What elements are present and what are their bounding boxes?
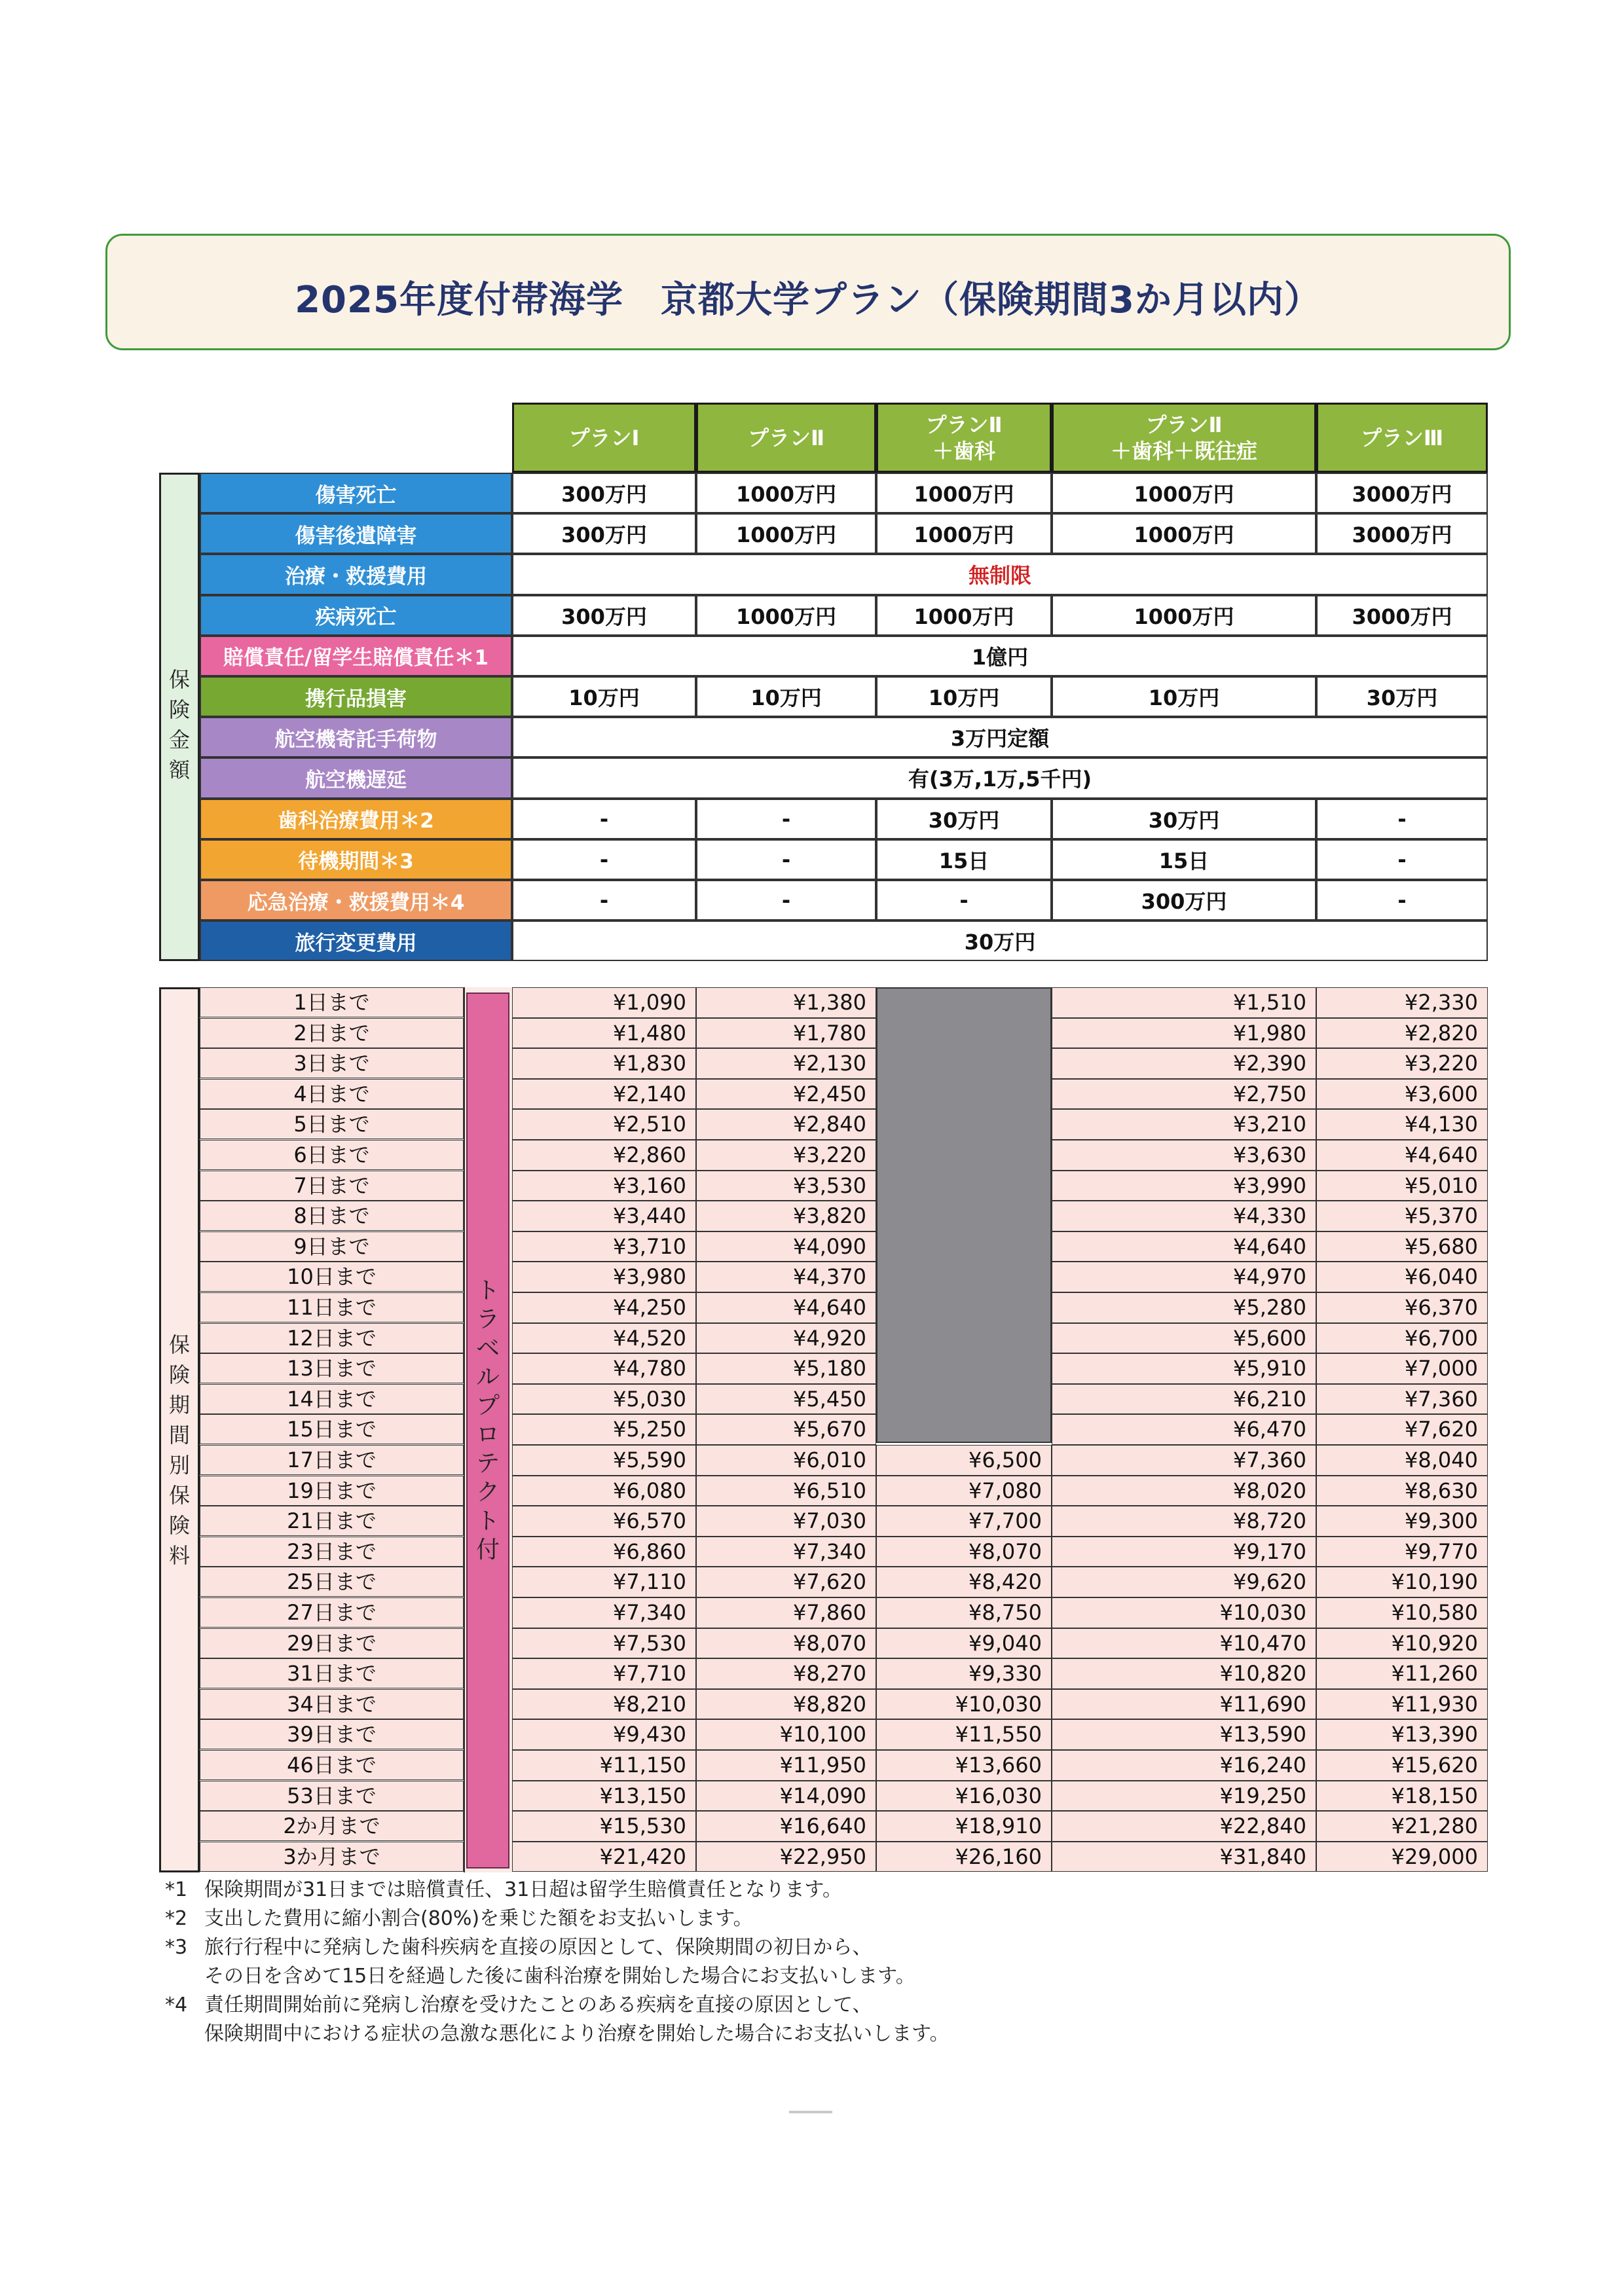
premium-value: ¥15,530 <box>512 1811 696 1842</box>
premium-value: ¥5,600 <box>1052 1323 1316 1354</box>
premium-value: ¥9,330 <box>876 1658 1052 1689</box>
premium-period: 29日まで <box>200 1628 464 1658</box>
premium-value: ¥5,670 <box>696 1414 876 1445</box>
premium-value: ¥9,430 <box>512 1719 696 1750</box>
premium-value: ¥1,980 <box>1052 1018 1316 1049</box>
coverage-label: 賠償責任/留学生賠償責任＊1 <box>200 636 512 676</box>
plan-header-line: プランⅠ <box>568 425 640 450</box>
premium-value: ¥3,530 <box>696 1171 876 1201</box>
coverage-value: 10万円 <box>512 676 696 717</box>
premium-period: 27日まで <box>200 1597 464 1628</box>
coverage-value: 3000万円 <box>1316 595 1488 636</box>
premium-value: ¥18,150 <box>1316 1781 1488 1812</box>
premium-value: ¥1,830 <box>512 1048 696 1079</box>
premium-value: ¥3,440 <box>512 1201 696 1231</box>
premium-value: ¥14,090 <box>696 1781 876 1812</box>
premium-value: ¥7,000 <box>1316 1353 1488 1384</box>
footnote-line <box>165 1876 950 1904</box>
coverage-label: 待機期間＊3 <box>200 839 512 880</box>
premium-value: ¥5,450 <box>696 1384 876 1415</box>
premium-value: ¥5,250 <box>512 1414 696 1445</box>
premium-value: ¥10,100 <box>696 1719 876 1750</box>
premium-value: ¥4,250 <box>512 1292 696 1323</box>
coverage-value: - <box>696 839 876 880</box>
premium-value: ¥21,280 <box>1316 1811 1488 1842</box>
premium-value: ¥2,750 <box>1052 1079 1316 1110</box>
premium-value: ¥1,380 <box>696 987 876 1018</box>
premium-value: ¥8,750 <box>876 1597 1052 1628</box>
premium-value: ¥3,220 <box>1316 1048 1488 1079</box>
premium-value: ¥7,340 <box>696 1537 876 1567</box>
premium-value: ¥2,390 <box>1052 1048 1316 1079</box>
coverage-merged-value: 有(3万,1万,5千円) <box>512 757 1488 798</box>
premium-value: ¥7,620 <box>1316 1414 1488 1445</box>
premium-value: ¥3,630 <box>1052 1140 1316 1171</box>
plan-header-line: ＋歯科 <box>932 438 995 464</box>
plan-header-4 <box>1052 403 1316 473</box>
premium-value: ¥7,620 <box>696 1567 876 1597</box>
coverage-value: 10万円 <box>1052 676 1316 717</box>
premium-value: ¥6,010 <box>696 1445 876 1476</box>
coverage-value: - <box>696 880 876 920</box>
premium-value: ¥3,210 <box>1052 1109 1316 1140</box>
premium-value: ¥11,260 <box>1316 1658 1488 1689</box>
premium-value: ¥11,930 <box>1316 1689 1488 1720</box>
premium-value: ¥6,510 <box>696 1476 876 1506</box>
premium-value: ¥3,980 <box>512 1262 696 1292</box>
premium-value: ¥9,040 <box>876 1628 1052 1659</box>
plan-header-line: プランⅡ <box>1145 412 1223 437</box>
premium-value: ¥31,840 <box>1052 1842 1316 1872</box>
premium-value: ¥7,710 <box>512 1658 696 1689</box>
premium-period: 25日まで <box>200 1567 464 1597</box>
premium-value: ¥8,720 <box>1052 1506 1316 1537</box>
premium-value: ¥8,630 <box>1316 1476 1488 1506</box>
coverage-value: 3000万円 <box>1316 473 1488 513</box>
page-title: 2025年度付帯海学 京都大学プラン（保険期間3か月以内） <box>295 279 1321 321</box>
premium-value: ¥4,970 <box>1052 1262 1316 1292</box>
coverage-label: 応急治療・救援費用＊4 <box>200 880 512 920</box>
premium-value: ¥7,700 <box>876 1506 1052 1537</box>
premium-value: ¥7,530 <box>512 1628 696 1659</box>
premium-value: ¥5,280 <box>1052 1292 1316 1323</box>
premium-value: ¥3,160 <box>512 1171 696 1201</box>
premium-value: ¥8,420 <box>876 1567 1052 1597</box>
premium-value: ¥5,030 <box>512 1384 696 1415</box>
premium-value: ¥9,770 <box>1316 1537 1488 1567</box>
premium-value: ¥2,510 <box>512 1109 696 1140</box>
premium-value: ¥10,030 <box>1052 1597 1316 1628</box>
premium-period: 21日まで <box>200 1506 464 1536</box>
plan-header-1 <box>512 403 696 473</box>
plan-header-3 <box>876 403 1052 473</box>
premium-value: ¥11,690 <box>1052 1689 1316 1720</box>
coverage-value: 1000万円 <box>876 473 1052 513</box>
premium-value: ¥10,190 <box>1316 1567 1488 1597</box>
premium-period: 5日まで <box>200 1109 464 1139</box>
premium-value: ¥19,250 <box>1052 1781 1316 1812</box>
premium-value: ¥13,390 <box>1316 1719 1488 1750</box>
premium-value: ¥4,330 <box>1052 1201 1316 1231</box>
coverage-value: - <box>1316 799 1488 839</box>
coverage-value: 10万円 <box>876 676 1052 717</box>
premium-value: ¥6,500 <box>876 1445 1052 1476</box>
coverage-value: 15日 <box>1052 839 1316 880</box>
premium-value: ¥8,820 <box>696 1689 876 1720</box>
coverage-value: 15日 <box>876 839 1052 880</box>
premium-value: ¥5,680 <box>1316 1231 1488 1262</box>
footnote-line <box>165 1991 950 2020</box>
coverage-value: 300万円 <box>512 473 696 513</box>
premium-value: ¥18,910 <box>876 1811 1052 1842</box>
coverage-label: 傷害後遺障害 <box>200 513 512 554</box>
coverage-label: 航空機遅延 <box>200 757 512 798</box>
premium-period: 14日まで <box>200 1384 464 1414</box>
premium-value: ¥16,240 <box>1052 1750 1316 1781</box>
footnote-mark: *2 <box>165 1907 188 1930</box>
premium-value: ¥10,470 <box>1052 1628 1316 1659</box>
plan-header-2 <box>696 403 876 473</box>
premium-value: ¥1,090 <box>512 987 696 1018</box>
premium-value: ¥6,080 <box>512 1476 696 1506</box>
premium-value: ¥1,480 <box>512 1018 696 1049</box>
premium-period: 31日まで <box>200 1658 464 1688</box>
premium-value: ¥16,030 <box>876 1781 1052 1812</box>
premium-value: ¥8,070 <box>876 1537 1052 1567</box>
premium-value: ¥3,600 <box>1316 1079 1488 1110</box>
premium-period: 15日まで <box>200 1414 464 1444</box>
premium-value: ¥4,640 <box>696 1292 876 1323</box>
premium-value: ¥6,210 <box>1052 1384 1316 1415</box>
premium-period: 39日まで <box>200 1719 464 1749</box>
footnote-mark: *3 <box>165 1936 188 1959</box>
premium-value: ¥6,860 <box>512 1537 696 1567</box>
coverage-merged-value: 30万円 <box>512 920 1488 961</box>
coverage-label: 歯科治療費用＊2 <box>200 799 512 839</box>
coverage-value: 1000万円 <box>696 473 876 513</box>
premium-value: ¥1,780 <box>696 1018 876 1049</box>
premium-period: 23日まで <box>200 1537 464 1567</box>
premium-value: ¥13,590 <box>1052 1719 1316 1750</box>
footnote-text: 支出した費用に縮小割合(80%)を乗じた額をお支払いします。 <box>204 1907 753 1930</box>
premium-value: ¥9,620 <box>1052 1567 1316 1597</box>
premium-value: ¥11,150 <box>512 1750 696 1781</box>
coverage-value: - <box>876 880 1052 920</box>
coverage-value: 1000万円 <box>876 513 1052 554</box>
premium-value: ¥11,550 <box>876 1719 1052 1750</box>
coverage-value: 1000万円 <box>696 513 876 554</box>
coverage-value: - <box>696 799 876 839</box>
plan2-dental-unavailable-block <box>876 987 1052 1443</box>
premium-period: 34日まで <box>200 1689 464 1719</box>
premium-period: 10日まで <box>200 1262 464 1292</box>
premium-value: ¥3,990 <box>1052 1171 1316 1201</box>
premium-value: ¥3,710 <box>512 1231 696 1262</box>
premium-period: 3か月まで <box>200 1842 464 1872</box>
premium-period: 8日まで <box>200 1201 464 1231</box>
premium-value: ¥4,090 <box>696 1231 876 1262</box>
coverage-label: 疾病死亡 <box>200 595 512 636</box>
coverage-label: 治療・救援費用 <box>200 554 512 594</box>
premium-value: ¥8,270 <box>696 1658 876 1689</box>
premium-value: ¥4,920 <box>696 1323 876 1354</box>
premium-value: ¥10,030 <box>876 1689 1052 1720</box>
premium-value: ¥9,300 <box>1316 1506 1488 1537</box>
premium-value: ¥7,340 <box>512 1597 696 1628</box>
premium-value: ¥7,030 <box>696 1506 876 1537</box>
footnote-text: 保険期間が31日までは賠償責任、31日超は留学生賠償責任となります。 <box>204 1878 842 1901</box>
coverage-value: 1000万円 <box>1052 595 1316 636</box>
premium-period: 6日まで <box>200 1140 464 1170</box>
plan-header-line: プランⅡ <box>925 412 1003 437</box>
premium-value: ¥26,160 <box>876 1842 1052 1872</box>
premium-value: ¥2,820 <box>1316 1018 1488 1049</box>
plan-header-5 <box>1316 403 1488 473</box>
premium-value: ¥10,920 <box>1316 1628 1488 1659</box>
coverage-value: 1000万円 <box>1052 513 1316 554</box>
premium-value: ¥8,070 <box>696 1628 876 1659</box>
premium-period: 1日まで <box>200 987 464 1017</box>
premium-value: ¥8,040 <box>1316 1445 1488 1476</box>
footnote-text: 旅行行程中に発病した歯科疾病を直接の原因として、保険期間の初日から、 <box>204 1936 872 1959</box>
premium-value: ¥7,080 <box>876 1476 1052 1506</box>
coverage-label: 旅行変更費用 <box>200 920 512 961</box>
premium-period: 13日まで <box>200 1353 464 1383</box>
premium-value: ¥13,660 <box>876 1750 1052 1781</box>
premium-value: ¥8,020 <box>1052 1476 1316 1506</box>
coverage-label: 傷害死亡 <box>200 473 512 513</box>
footnote-line <box>165 1962 950 1991</box>
premium-period: 2か月まで <box>200 1811 464 1841</box>
footnote-line <box>165 2020 950 2049</box>
premium-value: ¥5,180 <box>696 1353 876 1384</box>
premium-value: ¥16,640 <box>696 1811 876 1842</box>
coverage-value: 300万円 <box>512 513 696 554</box>
premium-value: ¥11,950 <box>696 1750 876 1781</box>
coverage-value: 1000万円 <box>696 595 876 636</box>
premium-period: 7日まで <box>200 1171 464 1201</box>
footnote-mark: *1 <box>165 1878 188 1901</box>
coverage-merged-value: 無制限 <box>512 554 1488 594</box>
premium-value: ¥5,910 <box>1052 1353 1316 1384</box>
premium-period: 11日まで <box>200 1292 464 1322</box>
premium-period: 4日まで <box>200 1079 464 1109</box>
premium-value: ¥7,110 <box>512 1567 696 1597</box>
coverage-value: 1000万円 <box>1052 473 1316 513</box>
premium-period: 9日まで <box>200 1231 464 1262</box>
coverage-label: 航空機寄託手荷物 <box>200 717 512 757</box>
premium-value: ¥2,450 <box>696 1079 876 1110</box>
premium-value: ¥5,370 <box>1316 1201 1488 1231</box>
premium-value: ¥2,330 <box>1316 987 1488 1018</box>
premium-value: ¥22,950 <box>696 1842 876 1872</box>
premium-value: ¥3,820 <box>696 1201 876 1231</box>
premium-period: 3日まで <box>200 1048 464 1078</box>
footnote-line <box>165 1904 950 1933</box>
coverage-value: 300万円 <box>1052 880 1316 920</box>
premium-period: 2日まで <box>200 1018 464 1048</box>
premium-value: ¥4,640 <box>1052 1231 1316 1262</box>
premium-value: ¥22,840 <box>1052 1811 1316 1842</box>
premium-value: ¥4,520 <box>512 1323 696 1354</box>
premium-value: ¥4,130 <box>1316 1109 1488 1140</box>
premium-period: 19日まで <box>200 1476 464 1506</box>
footnotes <box>165 1876 950 2049</box>
plan-header-line: プランⅡ <box>747 425 825 450</box>
premium-value: ¥6,470 <box>1052 1414 1316 1445</box>
premium-value: ¥29,000 <box>1316 1842 1488 1872</box>
footnote-text: その日を含めて15日を経過した後に歯科治療を開始した場合にお支払いします。 <box>204 1965 915 1988</box>
premium-value: ¥7,860 <box>696 1597 876 1628</box>
coverage-section-label: 保険金額 <box>169 667 191 782</box>
title-box <box>105 234 1511 350</box>
premium-period: 17日まで <box>200 1445 464 1475</box>
travel-protect-label: トラベルプロテクト付 <box>475 1277 500 1563</box>
coverage-value: - <box>1316 880 1488 920</box>
page-mark <box>789 2111 832 2113</box>
coverage-value: - <box>1316 839 1488 880</box>
coverage-value: - <box>512 839 696 880</box>
premium-value: ¥10,580 <box>1316 1597 1488 1628</box>
premium-value: ¥6,700 <box>1316 1323 1488 1354</box>
coverage-value: 3000万円 <box>1316 513 1488 554</box>
premium-value: ¥1,510 <box>1052 987 1316 1018</box>
premium-period: 12日まで <box>200 1323 464 1353</box>
premium-value: ¥8,210 <box>512 1689 696 1720</box>
footnote-text: 責任期間開始前に発病し治療を受けたことのある疾病を直接の原因として、 <box>204 1994 872 2016</box>
premium-value: ¥13,150 <box>512 1781 696 1812</box>
premium-value: ¥4,370 <box>696 1262 876 1292</box>
premium-value: ¥2,860 <box>512 1140 696 1171</box>
plan-header-line: ＋歯科＋既往症 <box>1110 438 1257 464</box>
coverage-value: 300万円 <box>512 595 696 636</box>
premium-value: ¥6,040 <box>1316 1262 1488 1292</box>
coverage-value: 1000万円 <box>876 595 1052 636</box>
coverage-value: 30万円 <box>1052 799 1316 839</box>
coverage-value: 10万円 <box>696 676 876 717</box>
premium-value: ¥6,370 <box>1316 1292 1488 1323</box>
coverage-value: - <box>512 799 696 839</box>
premium-period: 46日まで <box>200 1750 464 1780</box>
premium-value: ¥4,780 <box>512 1353 696 1384</box>
coverage-section-frame <box>159 473 200 961</box>
footnote-line <box>165 1933 950 1962</box>
premium-value: ¥10,820 <box>1052 1658 1316 1689</box>
premium-value: ¥7,360 <box>1052 1445 1316 1476</box>
premium-value: ¥4,640 <box>1316 1140 1488 1171</box>
premium-period: 53日まで <box>200 1781 464 1811</box>
coverage-label: 携行品損害 <box>200 676 512 717</box>
footnote-mark: *4 <box>165 1994 188 2016</box>
premium-value: ¥5,010 <box>1316 1171 1488 1201</box>
premium-section-label: 保険期間別保険料 <box>169 1332 191 1568</box>
premium-value: ¥2,130 <box>696 1048 876 1079</box>
premium-value: ¥9,170 <box>1052 1537 1316 1567</box>
plan-header-line: プランⅢ <box>1360 425 1444 450</box>
premium-value: ¥15,620 <box>1316 1750 1488 1781</box>
premium-value: ¥7,360 <box>1316 1384 1488 1415</box>
premium-value: ¥2,840 <box>696 1109 876 1140</box>
premium-value: ¥6,570 <box>512 1506 696 1537</box>
premium-value: ¥2,140 <box>512 1079 696 1110</box>
footnote-text: 保険期間中における症状の急激な悪化により治療を開始した場合にお支払いします。 <box>204 2022 950 2045</box>
coverage-merged-value: 3万円定額 <box>512 717 1488 757</box>
premium-value: ¥5,590 <box>512 1445 696 1476</box>
premium-value: ¥3,220 <box>696 1140 876 1171</box>
premium-value: ¥21,420 <box>512 1842 696 1872</box>
coverage-merged-value: 1億円 <box>512 636 1488 676</box>
coverage-value: - <box>512 880 696 920</box>
premium-section-frame <box>159 987 200 1872</box>
coverage-value: 30万円 <box>1316 676 1488 717</box>
coverage-value: 30万円 <box>876 799 1052 839</box>
